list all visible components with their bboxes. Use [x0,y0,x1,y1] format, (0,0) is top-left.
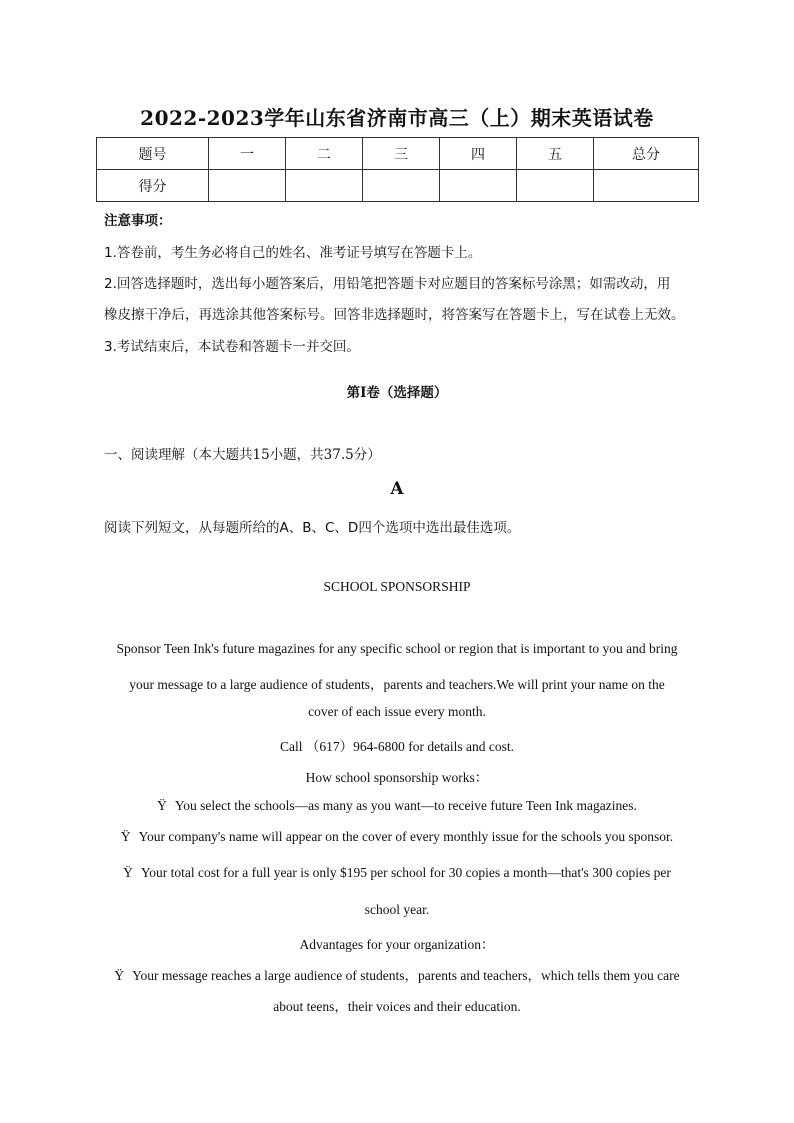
score-cell[interactable] [594,170,699,202]
bullet-icon: Ÿ [123,865,133,880]
score-table-score-row [97,170,699,202]
passage-letter: A [390,479,404,499]
bullet-icon: Ÿ [114,968,125,983]
header-cell: 一 [209,138,286,170]
bullet-item [0,798,794,814]
note-item: 2.回答选择题时，选出每小题答案后，用铅笔把答题卡对应题目的答案标号涂黑；如需改动，用 [104,276,671,292]
header-cell: 四 [440,138,517,170]
score-cell[interactable] [209,170,286,202]
instruction: 阅读下列短文，从每题所给的A、B、C、D四个选项中选出最佳选项。 [104,520,521,536]
bullet-text: Your company's name will appear on the cover of every monthly issue for the schools you sponsor. [138,829,674,844]
passage-line: your message to a large audience of students，parents and teachers.We will print your name on the [129,677,665,692]
bullet-item [0,964,794,984]
note-item: 橡皮擦干净后，再选涂其他答案标号。回答非选择题时，将答案写在答题卡上，写在试卷上无效。 [104,307,685,323]
bullet-continuation: school year. [364,902,430,917]
note-item: 1.答卷前，考生务必将自己的姓名、准考证号填写在答题卡上。 [104,245,482,261]
score-cell[interactable] [440,170,517,202]
passage-line: cover of each issue every month. [308,704,486,719]
how-heading: How school sponsorship works： [305,770,489,785]
score-cell[interactable] [517,170,594,202]
bullet-continuation: about teens，their voices and their education. [273,999,521,1014]
bullet-icon: Ÿ [120,829,131,844]
bullet-text: You select the schools—as many as you want—to receive future Teen Ink magazines. [174,798,637,813]
section-heading: 一、阅读理解（本大题共15小题，共37.5分） [104,447,381,463]
score-cell[interactable] [363,170,440,202]
score-cell[interactable] [286,170,363,202]
note-item: 3.考试结束后，本试卷和答题卡一并交回。 [104,339,360,355]
notes-heading: 注意事项： [104,213,172,229]
header-cell: 三 [363,138,440,170]
row-label-cell: 得分 [97,170,209,202]
header-cell: 五 [517,138,594,170]
header-cell: 总分 [594,138,699,170]
passage-heading: SCHOOL SPONSORSHIP [323,579,471,594]
bullet-text: Your message reaches a large audience of students，parents and teachers，which tells them you care [132,968,680,983]
bullet-icon: Ÿ [157,798,167,813]
header-cell: 题号 [97,138,209,170]
passage-line: Sponsor Teen Ink's future magazines for any specific school or region that is important to you and bring [116,641,678,656]
bullet-text: Your total cost for a full year is only $195 per school for 30 copies a month—that's 300 copies per [140,865,671,880]
passage-line: Call （617）964-6800 for details and cost. [280,739,514,754]
bullet-item [0,865,794,881]
volume-title: 第Ⅰ卷（选择题） [346,385,448,401]
bullet-item [0,829,794,845]
header-cell: 二 [286,138,363,170]
score-table [96,137,699,202]
score-table-header-row [97,138,699,170]
advantages-heading: Advantages for your organization： [299,937,495,952]
exam-title: 2022-2023学年山东省济南市高三（上）期末英语试卷 [140,106,654,130]
